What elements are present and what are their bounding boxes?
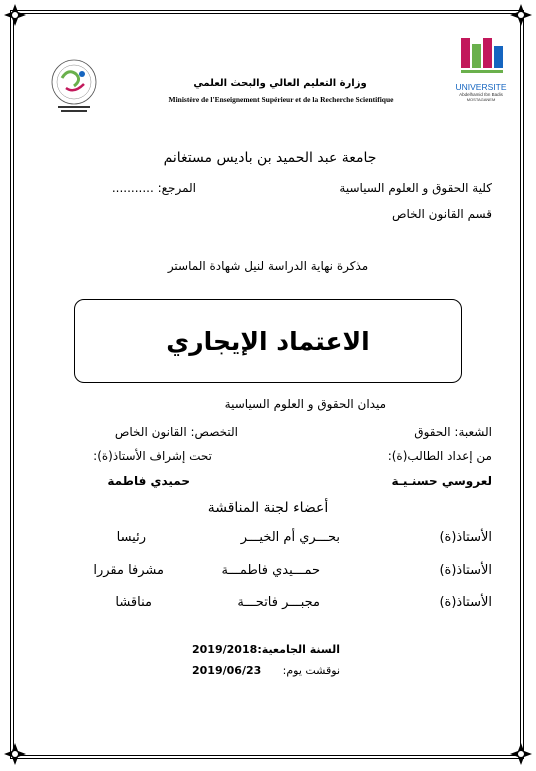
faculty-logo-icon xyxy=(44,54,104,116)
field-of-study: ميدان الحقوق و العلوم السياسية xyxy=(224,397,386,411)
reference-number: المرجع: ........... xyxy=(111,181,196,195)
department-name: قسم القانون الخاص xyxy=(391,207,492,221)
logo-university-text: UNIVERSITE xyxy=(455,82,507,92)
committee-member-name: مجبـــر فاتحـــة xyxy=(237,595,320,610)
faculty-name: كلية الحقوق و العلوم السياسية xyxy=(339,181,492,195)
thesis-title: الاعتماد الإيجاري xyxy=(166,326,370,356)
committee-member-role: مناقشا xyxy=(115,595,152,610)
logo-university-sub1: Abdelhamid Ibn Badis xyxy=(459,92,503,97)
corner-ornament-icon xyxy=(2,741,28,767)
student-name: لعروسي حسنـيـة xyxy=(391,474,492,488)
academic-year-value: 2019/2018 xyxy=(192,643,258,656)
committee-member-prefix: الأستاذ(ة) xyxy=(439,530,492,545)
ministry-french: Ministère de l'Enseignement Supérieur et de la Recherche Scientifique xyxy=(168,95,394,104)
supervised-by-label: تحت إشراف الأستاذ(ة): xyxy=(93,449,212,463)
committee-member-prefix: الأستاذ(ة) xyxy=(439,563,492,578)
committee-member-name: حمـــيدي فاطمـــة xyxy=(221,563,320,578)
logo-university-sub2: MOSTAGANEM xyxy=(466,97,496,102)
thesis-subtitle: مذكرة نهاية الدراسة لنيل شهادة الماستر xyxy=(167,259,369,273)
committee-member-role: رئيسا xyxy=(116,530,146,545)
supervisor-name: حميدي فاطمة xyxy=(107,474,190,488)
committee-member-role: مشرفا مقررا xyxy=(93,563,164,578)
title-box xyxy=(74,299,462,383)
branch: الشعبة: الحقوق xyxy=(414,425,492,439)
committee-member-name: بحـــري أم الخيـــر xyxy=(240,530,340,545)
specialty: التخصص: القانون الخاص xyxy=(114,425,238,439)
academic-year-label: السنة الجامعية: xyxy=(257,643,340,656)
corner-ornament-icon xyxy=(508,741,534,767)
defense-date-label: نوقشت يوم: xyxy=(282,664,340,677)
university-name: جامعة عبد الحميد بن باديس مستغانم xyxy=(163,150,377,166)
ministry-arabic: وزارة التعليم العالي والبحث العلمي xyxy=(193,78,367,89)
university-logo-icon xyxy=(453,36,509,114)
corner-ornament-icon xyxy=(508,2,534,28)
corner-ornament-icon xyxy=(2,2,28,28)
committee-title: أعضاء لجنة المناقشة xyxy=(207,500,329,516)
defense-date-value: 2019/06/23 xyxy=(192,664,262,677)
prepared-by-label: من إعداد الطالب(ة): xyxy=(387,449,492,463)
committee-member-prefix: الأستاذ(ة) xyxy=(439,595,492,610)
